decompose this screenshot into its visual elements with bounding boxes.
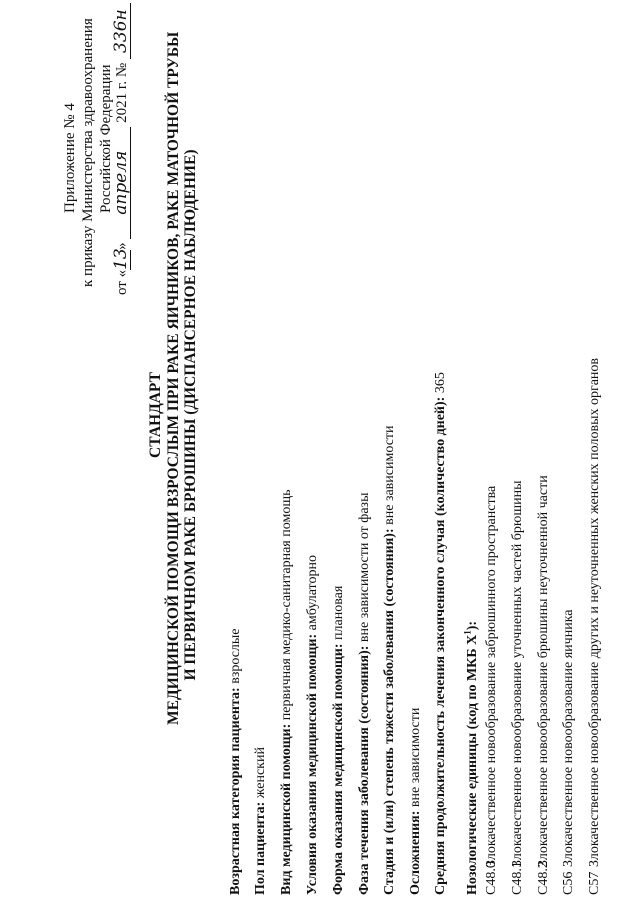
appendix-order-line-2: Российской Федерации bbox=[98, 64, 114, 213]
field-label: Стадия и (или) степень тяжести заболевания (состояния): bbox=[382, 528, 397, 895]
date-year: 2021 г. № bbox=[114, 62, 130, 123]
appendix-number: Приложение № 4 bbox=[62, 103, 78, 213]
field-value: вне зависимости bbox=[382, 425, 397, 525]
icd-code: C48.1 bbox=[510, 861, 525, 895]
nosology-item bbox=[561, 610, 577, 896]
field-care-conditions bbox=[305, 555, 321, 895]
date-prefix: от « bbox=[114, 269, 130, 295]
field-value: первичная медико-санитарная помощь bbox=[279, 489, 294, 721]
field-label: Фаза течения заболевания (состояния): bbox=[357, 645, 372, 895]
field-value: 365 bbox=[433, 372, 448, 394]
field-care-type bbox=[279, 490, 295, 896]
field-complications bbox=[408, 708, 424, 895]
document-subtitle-line-2: И ПЕРВИЧНОМ РАКЕ БРЮШИНЫ (ДИСПАНСЕРНОЕ НАБЛЮДЕНИЕ) bbox=[182, 149, 199, 681]
icd-code: C48.2 bbox=[536, 861, 551, 895]
nosology-item bbox=[484, 486, 500, 895]
field-value: вне зависимости от фазы bbox=[357, 492, 372, 643]
nosology-label: Нозологические единицы (код по МКБ X bbox=[464, 634, 480, 895]
nosology-heading bbox=[459, 621, 481, 895]
icd-description: Злокачественное новообразование яичника bbox=[561, 609, 576, 867]
icd-description: Злокачественное новообразование уточненных частей брюшины bbox=[510, 480, 525, 867]
nosology-item bbox=[510, 481, 526, 896]
icd-description: Злокачественное новообразование забрюшинного пространства bbox=[484, 485, 499, 867]
field-disease-phase bbox=[357, 493, 373, 896]
field-label: Осложнения: bbox=[408, 810, 423, 895]
appendix-date-line bbox=[113, 3, 131, 295]
field-value: плановая bbox=[331, 585, 346, 640]
field-label: Форма оказания медицинской помощи: bbox=[331, 643, 346, 895]
field-label: Условия оказания медицинской помощи: bbox=[305, 633, 320, 895]
order-number-handwritten: 336н bbox=[113, 3, 131, 59]
field-age-category bbox=[228, 628, 244, 895]
field-patient-sex bbox=[253, 747, 269, 895]
nosology-item bbox=[587, 358, 603, 895]
field-label: Вид медицинской помощи: bbox=[279, 723, 294, 895]
field-value: вне зависимости bbox=[408, 707, 423, 808]
footnote-mark: 1 bbox=[462, 630, 472, 635]
field-value: взрослые bbox=[228, 628, 243, 684]
icd-description: Злокачественное новообразование брюшины неуточненной части bbox=[536, 475, 551, 867]
field-treatment-duration bbox=[433, 372, 449, 895]
date-month-handwritten: апреля bbox=[113, 127, 131, 239]
nosology-label-end: ): bbox=[464, 620, 480, 631]
date-day-handwritten: 13 bbox=[111, 248, 131, 270]
nosology-item bbox=[536, 475, 552, 895]
field-value: женский bbox=[253, 747, 268, 799]
field-value: амбулаторно bbox=[305, 555, 320, 631]
document-title: СТАНДАРТ bbox=[147, 372, 164, 458]
field-label: Возрастная категория пациента: bbox=[228, 687, 243, 895]
icd-code: C48.0 bbox=[484, 861, 499, 895]
field-label: Пол пациента: bbox=[253, 801, 268, 895]
field-care-form bbox=[331, 586, 347, 895]
field-disease-stage bbox=[382, 425, 398, 895]
icd-description: Злокачественное новообразование других и неуточненных женских половых органов bbox=[587, 357, 602, 867]
document-subtitle-line-1: МЕДИЦИНСКОЙ ПОМОЩИ ВЗРОСЛЫМ ПРИ РАКЕ ЯИЧНИКОВ, РАКЕ МАТОЧНОЙ ТРУБЫ bbox=[165, 31, 182, 725]
appendix-order-line-1: к приказу Министерства здравоохранения bbox=[80, 18, 96, 287]
icd-code: C56 bbox=[561, 871, 576, 895]
date-mid: » bbox=[114, 242, 130, 250]
icd-code: C57 bbox=[587, 871, 602, 895]
field-label: Средняя продолжительность лечения законченного случая (количество дней): bbox=[433, 396, 448, 895]
